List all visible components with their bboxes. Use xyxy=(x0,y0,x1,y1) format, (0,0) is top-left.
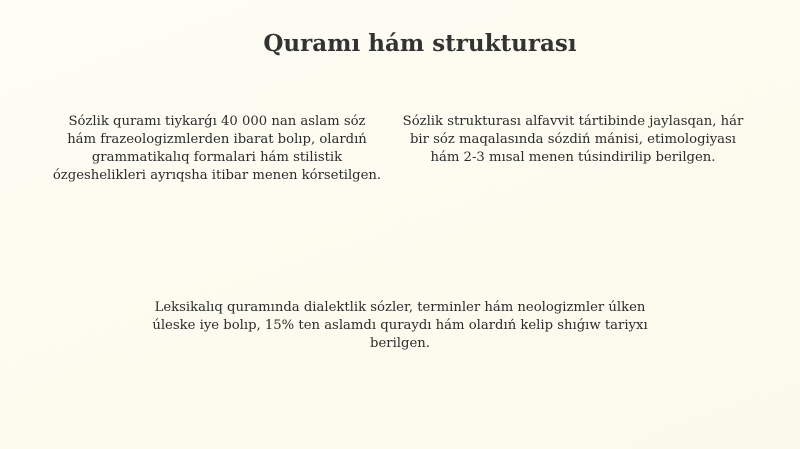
paragraph-lexical-composition: Leksikalıq quramında dialektlik sózler, terminler hám neologizmler úlken úleske iye bolıp, 15% ten aslamdı quraydı hám olardıń kelip shıǵıw tariyxı berilgen. xyxy=(152,300,648,351)
paragraph-dictionary-structure: Sózlik strukturası alfavvit tártibinde jaylasqan, hár bir sóz maqalasında sózdiń mánisi, etimologiyası hám 2-3 mısal menen túsindirilip berilgen. xyxy=(402,114,744,165)
slide-title: Quramı hám strukturası xyxy=(263,30,577,57)
paragraph-vocabulary-composition: Sózlik quramı tiykarǵı 40 000 nan aslam sóz hám frazeologizmlerden ibarat bolıp, olardıń grammatikalıq formalari hám stilistik ózgeshelikleri ayrıqsha itibar menen kórsetilgen. xyxy=(52,114,382,183)
